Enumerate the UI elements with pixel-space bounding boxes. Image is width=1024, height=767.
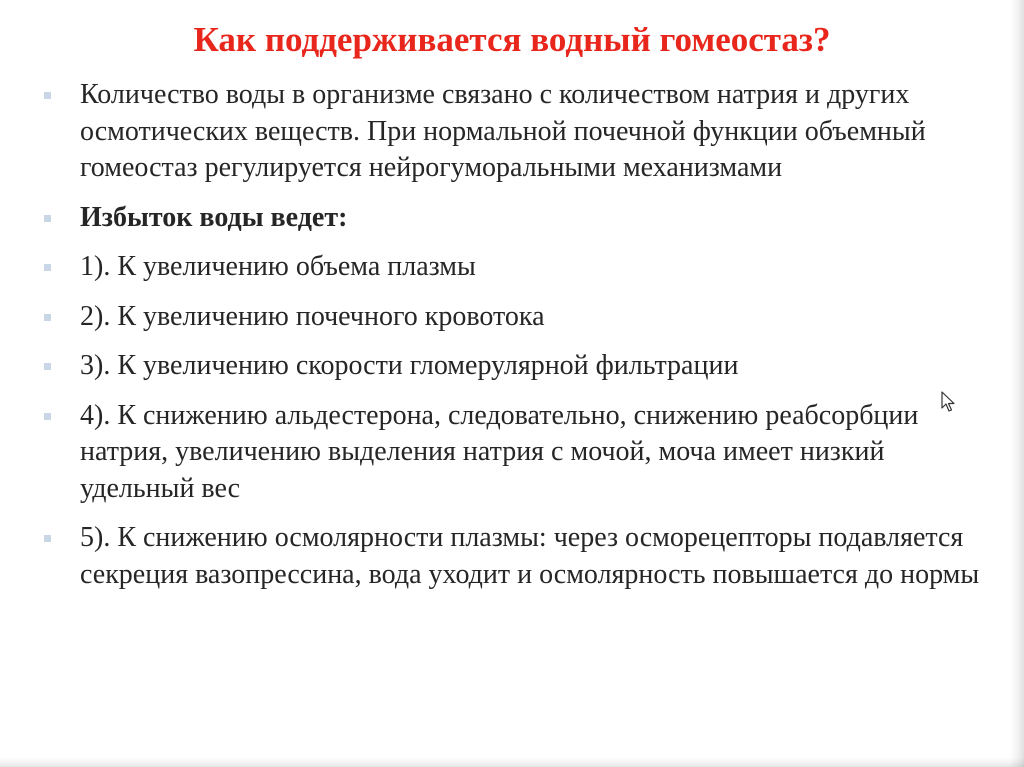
bullet-item (44, 299, 994, 336)
bullet-text: 1). К увеличению объема плазмы (80, 251, 476, 282)
bullet-marker-icon (44, 215, 51, 222)
bullet-item (44, 200, 994, 237)
bullet-item (44, 77, 994, 187)
bullet-marker-icon (44, 363, 51, 370)
bullet-marker-icon (44, 264, 51, 271)
bullet-marker-icon (44, 92, 51, 99)
bullet-marker-icon (44, 535, 51, 542)
slide-edge-shadow (1010, 0, 1024, 767)
bullet-item (44, 348, 994, 385)
mouse-pointer-icon (941, 391, 955, 413)
bullet-text: 2). К увеличению почечного кровотока (80, 300, 545, 332)
bullet-marker-icon (44, 413, 51, 420)
bullet-marker-icon (44, 314, 51, 321)
bullet-text: 3). К увеличению скорости гломерулярной фильтрации (80, 350, 739, 381)
bullet-text: Количество воды в организме связано с количеством натрия и других осмотических веществ. При нормальной почечной функции объемный гомеостаз регулируется нейрогуморальными механизмами (80, 79, 926, 183)
slide-title: Как поддерживается водный гомеостаз? (193, 20, 831, 59)
bullet-text: 4). К снижению альдестерона, следовательно, снижению реабсорбции натрия, увеличению выделения натрия с мочой, моча имеет низкий удельный вес (80, 399, 919, 504)
bullet-list (44, 77, 994, 593)
bullet-item (44, 249, 994, 286)
bullet-text: Избыток воды ведет: (80, 201, 348, 233)
slide-edge-shadow (0, 757, 1024, 767)
bullet-item (44, 398, 994, 508)
bullet-item (44, 520, 994, 593)
bullet-text: 5). К снижению осмолярности плазмы: через осморецепторы подавляется секреция вазопрессина, вода уходит и осмолярность повышается до нормы (80, 522, 980, 590)
